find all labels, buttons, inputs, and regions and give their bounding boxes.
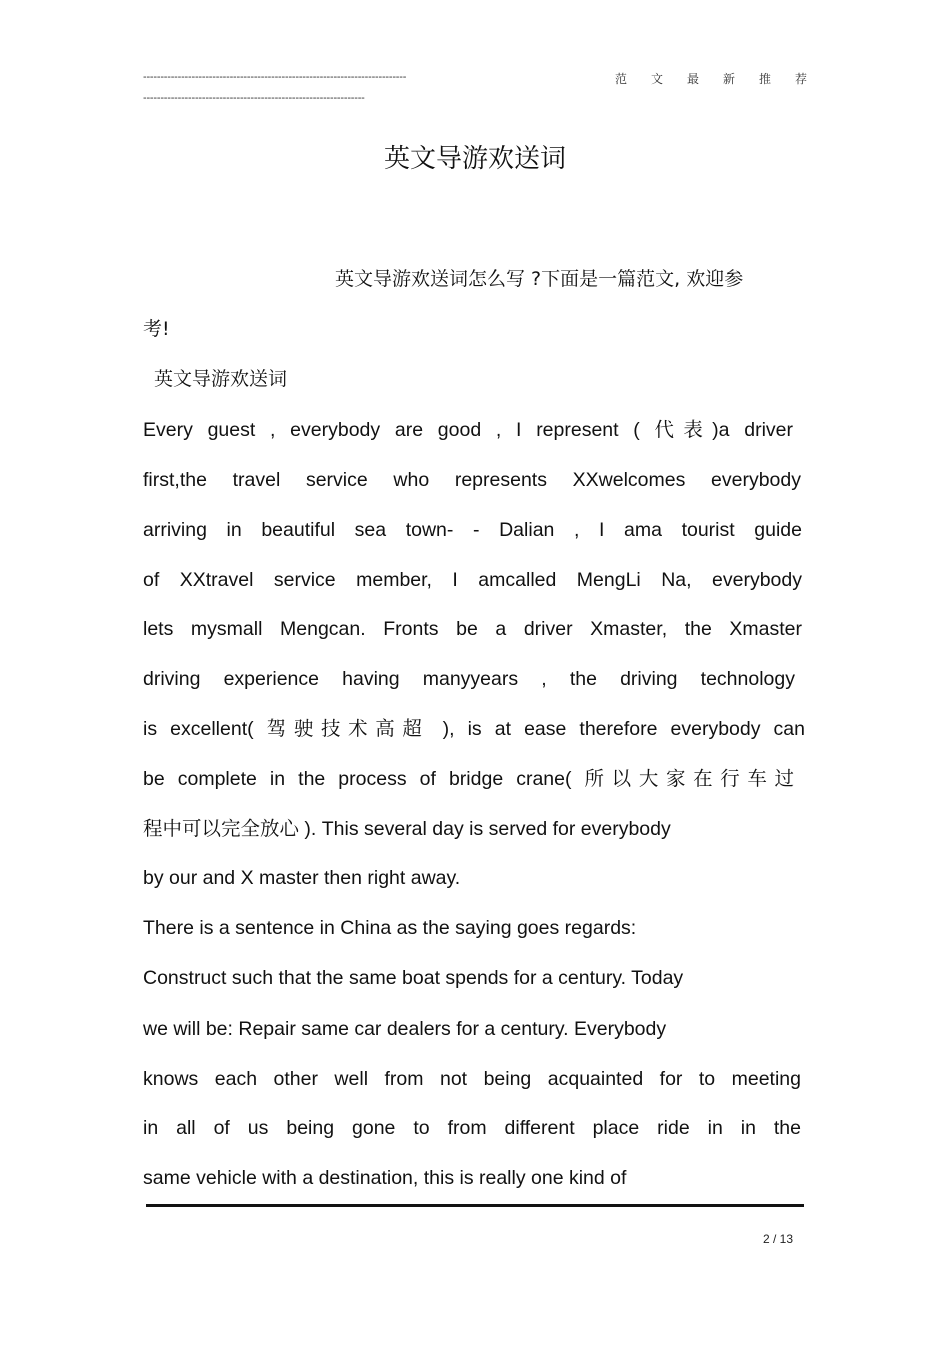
body-line: Every guest , everybody are good , I represent ( 代表)a driver xyxy=(143,419,793,441)
body-line: knows each other well from not being acquainted for to meeting xyxy=(143,1068,801,1090)
body-line: Construct such that the same boat spends for a century. Today xyxy=(143,967,684,989)
body-line: lets mysmall Mengcan. Fronts be a driver Xmaster, the Xmaster xyxy=(143,618,802,640)
body-line: we will be: Repair same car dealers for a century. Everybody xyxy=(143,1018,667,1040)
body-line: of XXtravel service member, I amcalled MengLi Na, everybody xyxy=(143,569,802,591)
body-line: be complete in the process of bridge crane( 所以大家在行车过 xyxy=(143,768,794,790)
body-line: There is a sentence in China as the saying goes regards: xyxy=(143,917,637,939)
body-line: driving experience having manyyears , the driving technology xyxy=(143,668,795,690)
header-label: 范文最新推荐 xyxy=(614,72,831,86)
intro-line-1: 英文导游欢送词怎么写 ?下面是一篇范文, 欢迎参 xyxy=(335,268,744,290)
page-indicator: 2 / 13 xyxy=(763,1232,794,1246)
body-line: first,the travel service who represents XXwelcomes everybody xyxy=(143,469,801,491)
intro-line-2: 考! xyxy=(143,318,170,340)
header-dash-line-1: ---------------------------------------------------------------------------- xyxy=(143,71,407,83)
section-heading: 英文导游欢送词 xyxy=(154,368,288,390)
body-line: in all of us being gone to from different place ride in in the xyxy=(143,1117,801,1139)
footer-rule xyxy=(146,1204,804,1207)
body-line: same vehicle with a destination, this is really one kind of xyxy=(143,1167,627,1189)
document-title: 英文导游欢送词 xyxy=(383,144,566,174)
header-dash-line-2: ---------------------------------------------------------------- xyxy=(143,92,365,104)
body-line: arriving in beautiful sea town- - Dalian , I ama tourist guide xyxy=(143,519,802,541)
body-line: 程中可以完全放心 ). This several day is served for everybody xyxy=(143,818,671,840)
body-line: is excellent( 驾驶技术高超 ), is at ease therefore everybody can xyxy=(143,718,805,740)
body-line: by our and X master then right away. xyxy=(143,867,461,889)
